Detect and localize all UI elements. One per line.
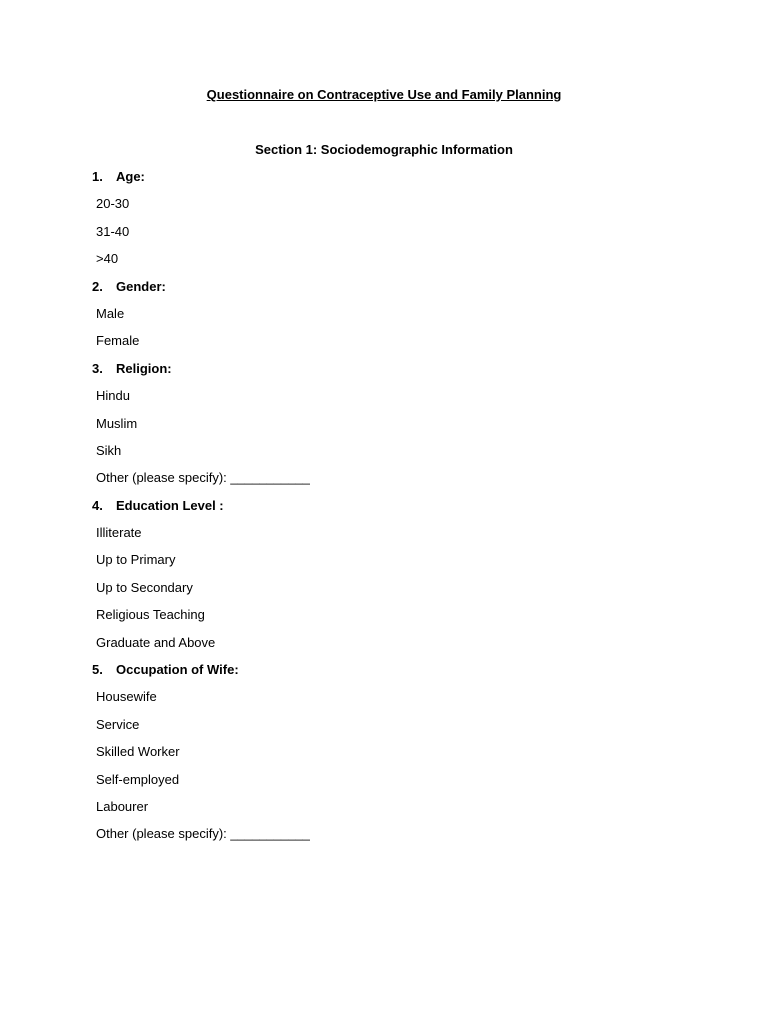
answer-option: Graduate and Above xyxy=(96,634,216,650)
question-label: Education Level : xyxy=(116,497,224,513)
answer-option: Up to Primary xyxy=(96,552,176,568)
answer-option: Female xyxy=(96,333,140,349)
answer-option: Service xyxy=(96,716,140,732)
question-heading xyxy=(92,278,692,305)
question-number: 2. xyxy=(92,278,103,294)
question-number: 1. xyxy=(92,169,103,184)
question-label: Gender: xyxy=(116,278,166,294)
answer-option: Male xyxy=(96,305,125,321)
question-heading xyxy=(92,360,692,387)
answer-option: >40 xyxy=(96,251,119,267)
answer-option: Sikh xyxy=(96,442,122,458)
section-title: Section 1: Sociodemographic Information xyxy=(255,142,513,157)
questions-list xyxy=(92,168,692,853)
question-heading xyxy=(92,661,692,688)
answer-option: 20-30 xyxy=(96,196,130,212)
question-heading xyxy=(92,168,692,195)
question-2 xyxy=(92,278,692,360)
question-number: 3. xyxy=(92,360,103,376)
answer-option: Religious Teaching xyxy=(96,607,205,623)
answer-option: Self-employed xyxy=(96,771,180,787)
document-title: Questionnaire on Contraceptive Use and Family Planning xyxy=(206,87,562,102)
answer-option: Up to Secondary xyxy=(96,579,193,595)
question-3 xyxy=(92,360,692,497)
answer-option: Housewife xyxy=(96,689,157,705)
answer-option: Other (please specify): ___________ xyxy=(96,826,310,842)
answer-option: Skilled Worker xyxy=(96,744,180,760)
question-label: Age: xyxy=(116,169,145,184)
question-1 xyxy=(92,168,692,278)
question-label: Occupation of Wife: xyxy=(116,662,239,678)
question-5 xyxy=(92,661,692,853)
question-label: Religion: xyxy=(116,360,172,376)
answer-option: Labourer xyxy=(96,798,149,814)
answer-option: Muslim xyxy=(96,415,138,431)
answer-option: Other (please specify): ___________ xyxy=(96,470,310,486)
answer-option: Illiterate xyxy=(96,525,142,541)
question-number: 4. xyxy=(92,497,103,513)
question-heading xyxy=(92,497,692,524)
question-4 xyxy=(92,497,692,661)
question-number: 5. xyxy=(92,662,103,678)
answer-option: 31-40 xyxy=(96,223,130,239)
answer-option: Hindu xyxy=(96,388,130,404)
